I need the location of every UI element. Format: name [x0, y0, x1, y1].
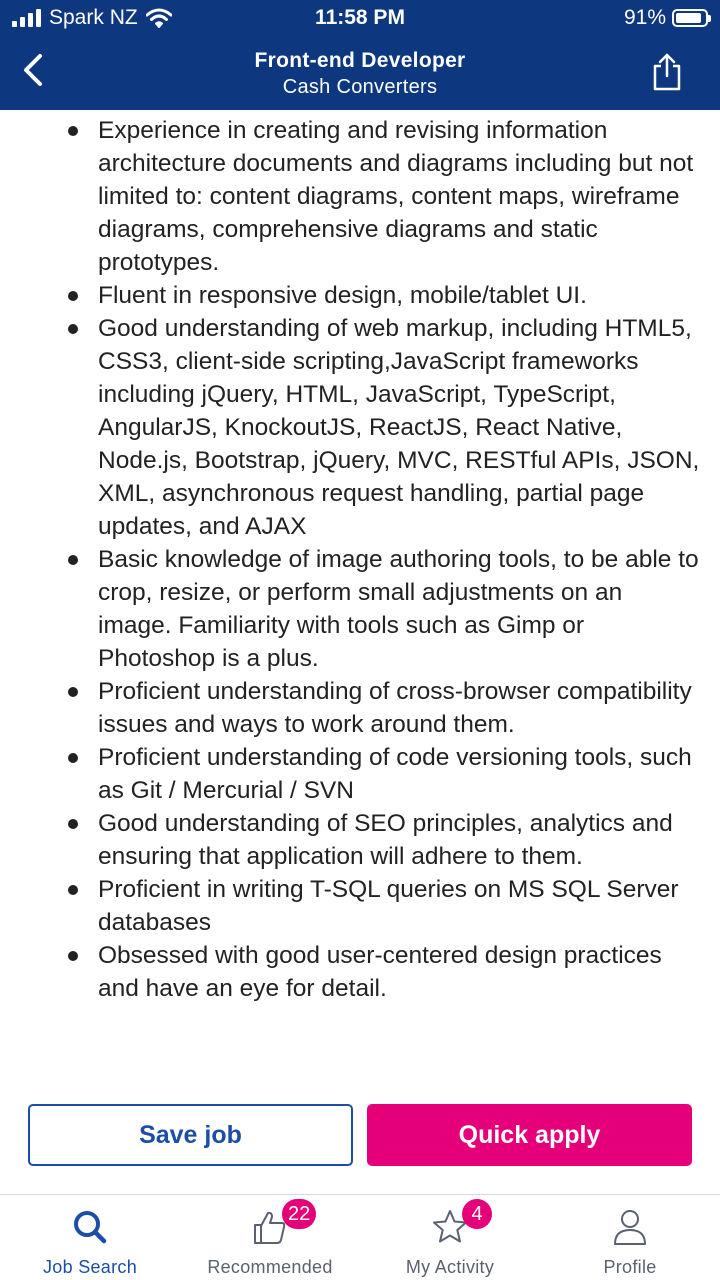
save-job-button[interactable]: Save job: [28, 1104, 353, 1166]
share-icon: [650, 52, 684, 92]
page-title: Front-end Developer: [254, 49, 466, 72]
list-item: Good understanding of web markup, including HTML5, CSS3, client-side scripting,JavaScript frameworks including jQuery, HTML, JavaScript, TypeScript, AngularJS, KnockoutJS, ReactJS, React Native, Node.js, Bootstrap, jQuery, MVC, RESTful APIs, JSON, XML, asynchronous request handling, partial page updates, and AJAX: [98, 312, 700, 543]
list-item: Good understanding of SEO principles, analytics and ensuring that application will adhere to them.: [98, 807, 700, 873]
tab-label: Profile: [603, 1257, 657, 1277]
status-right: [624, 6, 708, 30]
tab-my-activity[interactable]: [360, 1195, 540, 1280]
app-header: [0, 0, 720, 110]
tab-label: Recommended: [207, 1257, 333, 1277]
company-name: Cash Converters: [282, 76, 438, 98]
tab-profile[interactable]: [540, 1195, 720, 1280]
carrier-name: Spark NZ: [49, 6, 138, 29]
status-time: 11:58 PM: [315, 6, 405, 29]
job-description-content[interactable]: [0, 60, 720, 1090]
chevron-left-icon: [14, 48, 54, 92]
bottom-tab-bar: [0, 1194, 720, 1280]
battery-level: [676, 13, 701, 23]
share-button[interactable]: [650, 52, 684, 92]
back-button[interactable]: [14, 48, 54, 92]
list-item: Obsessed with good user-centered design practices and have an eye for detail.: [98, 939, 700, 1005]
list-item: Fluent in responsive design, mobile/tablet UI.: [98, 279, 700, 312]
quick-apply-button[interactable]: Quick apply: [367, 1104, 692, 1166]
tab-label: Job Search: [42, 1257, 138, 1277]
tab-label: My Activity: [405, 1257, 495, 1277]
status-bar: [0, 0, 720, 36]
activity-badge: 4: [462, 1199, 492, 1229]
list-item: Experience in creating and revising information architecture documents and diagrams including but not limited to: content diagrams, content maps, wireframe diagrams, comprehensive diagrams and static prototypes.: [98, 114, 700, 279]
battery-percent: 91%: [623, 6, 666, 29]
battery-icon: [672, 9, 708, 27]
profile-icon: [610, 1207, 650, 1247]
tab-recommended[interactable]: [180, 1195, 360, 1280]
list-item: Proficient understanding of cross-browser compatibility issues and ways to work around them.: [98, 675, 700, 741]
search-icon: [70, 1207, 110, 1247]
list-item: Basic knowledge of image authoring tools, to be able to crop, resize, or perform small adjustments on an image. Familiarity with tools such as Gimp or Photoshop is a plus.: [98, 543, 700, 675]
tab-job-search[interactable]: [0, 1195, 180, 1280]
header-title-block: [120, 48, 600, 100]
list-item: Proficient understanding of code versioning tools, such as Git / Mercurial / SVN: [98, 741, 700, 807]
list-item: Proficient in writing T-SQL queries on MS SQL Server databases: [98, 873, 700, 939]
action-bar: [0, 1090, 720, 1194]
recommended-badge: 22: [282, 1199, 316, 1229]
requirements-list: [0, 60, 720, 1005]
